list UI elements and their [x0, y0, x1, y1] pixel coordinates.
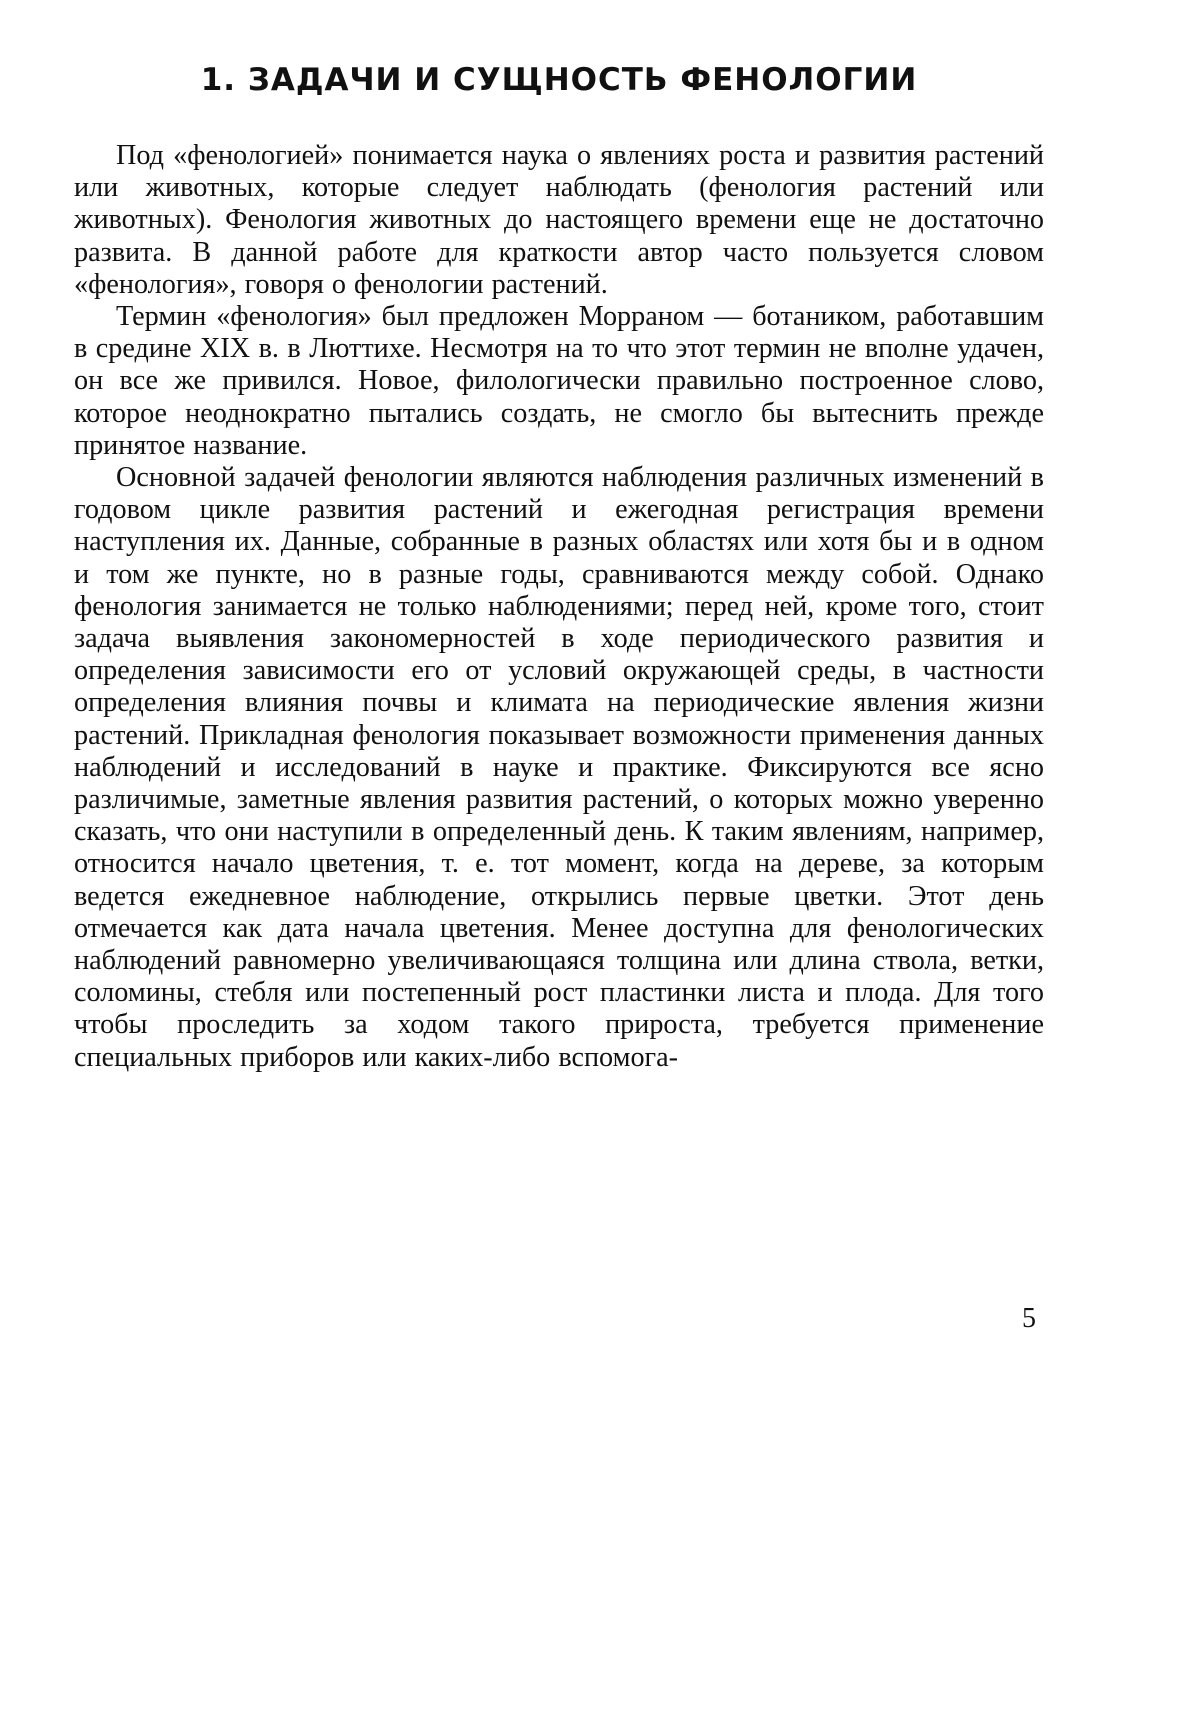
paragraph: Под «фенологией» понимается наука о явлениях роста и развития растений или животных, которые следует наблюдать (фенология растений или животных). Фенология животных до настоящего времени еще не достаточно развита. В данной работе для краткости автор часто пользуется словом «фенология», говоря о фенологии растений.: [74, 140, 1044, 300]
paragraph: Термин «фенология» был предложен Морраном — ботаником, работавшим в средине XIX в. в Люттихе. Несмотря на то что этот термин не вполне удачен, он все же привился. Новое, филологически правильно построенное слово, которое неоднократно пытались создать, не смогло бы вытеснить прежде принятое название.: [74, 301, 1044, 461]
section-heading: 1. ЗАДАЧИ И СУЩНОСТЬ ФЕНОЛОГИИ: [200, 62, 918, 98]
page-number: 5: [1022, 1303, 1036, 1334]
body-text: [74, 140, 1044, 1074]
book-page: [74, 0, 1044, 1734]
paragraph: Основной задачей фенологии являются наблюдения различных изменений в годовом цикле развития растений и ежегодная регистрация времени наступления их. Данные, собранные в разных областях или хотя бы и в одном и том же пункте, но в разные годы, сравниваются между собой. Однако фенология занимается не только наблюдениями; перед ней, кроме того, стоит задача выявления закономерностей в ходе периодического развития и определения зависимости его от условий окружающей среды, в частности определения влияния почвы и климата на периодические явления жизни растений. Прикладная фенология показывает возможности применения данных наблюдений и исследований в науке и практике. Фиксируются все ясно различимые, заметные явления развития растений, о которых можно уверенно сказать, что они наступили в определенный день. К таким явлениям, например, относится начало цветения, т. е. тот момент, когда на дереве, за которым ведется ежедневное наблюдение, открылись первые цветки. Этот день отмечается как дата начала цветения. Менее доступна для фенологических наблюдений равномерно увеличивающаяся толщина или длина ствола, ветки, соломины, стебля или постепенный рост пластинки листа и плода. Для того чтобы проследить за ходом такого прироста, требуется применение специальных приборов или каких-либо вспомога-: [74, 462, 1044, 1073]
